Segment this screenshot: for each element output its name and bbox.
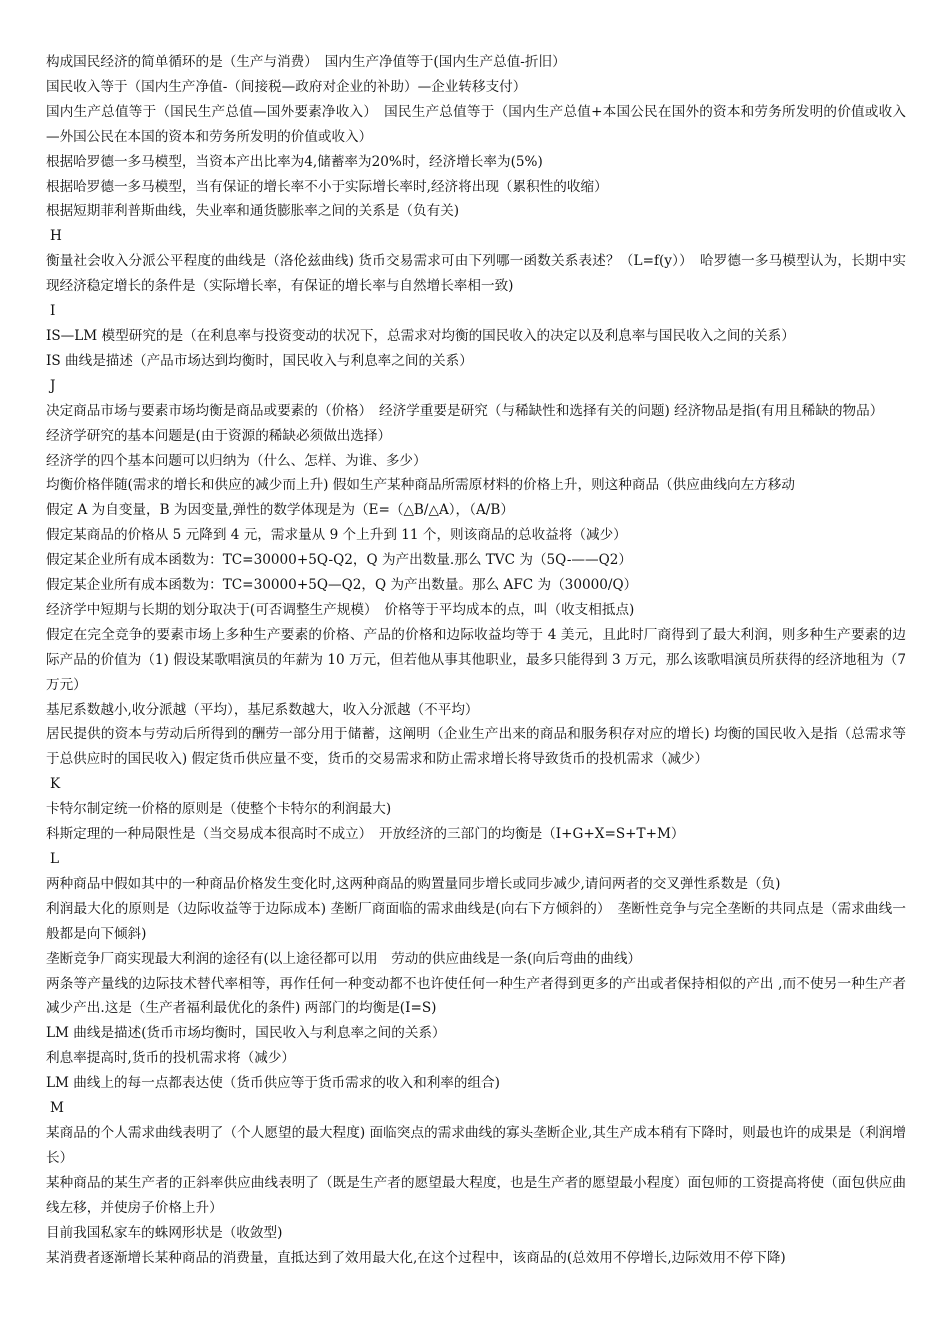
- text-paragraph: 基尼系数越小,收分派越（平均），基尼系数越大，收入分派越（不平均）: [46, 701, 479, 718]
- text-paragraph: 两种商品中假如其中的一种商品价格发生变化时,这两种商品的购置量同步增长或同步减少,请问两者的交叉弹性系数是（负): [46, 875, 781, 892]
- text-paragraph: 根据短期菲利普斯曲线，失业率和通货膨胀率之间的关系是（负有关): [46, 203, 460, 220]
- text-paragraph: 假定某企业所有成本函数为：TC=30000+5Q—Q2，Q 为产出数量。那么 AFC 为（30000/Q）: [46, 577, 638, 594]
- text-paragraph: 卡特尔制定统一价格的原则是（使整个卡特尔的利润最大): [46, 801, 392, 818]
- section-letter: H: [50, 228, 62, 245]
- text-paragraph: 决定商品市场与要素市场均衡是商品或要素的（价格） 经济学重要是研究（与稀缺性和选择有关的问题) 经济物品是指(有用且稀缺的物品）: [46, 402, 884, 419]
- text-paragraph: 假定某企业所有成本函数为：TC=30000+5Q-Q2，Q 为产出数量.那么 TVC 为（5Q-——Q2）: [46, 552, 632, 569]
- text-paragraph: IS 曲线是描述（产品市场达到均衡时，国民收入与利息率之间的关系）: [46, 352, 473, 369]
- text-paragraph: 某商品的个人需求曲线表明了（个人愿望的最大程度) 面临突点的需求曲线的寡头垄断企业,其生产成本稍有下降时，则最也许的成果是（利润增长）: [46, 1124, 906, 1166]
- text-paragraph: 衡量社会收入分派公平程度的曲线是（洛伦兹曲线) 货币交易需求可由下列哪一函数关系表述？（L=f(y）） 哈罗德一多马模型认为，长期中实现经济稳定增长的条件是（实际增长率，有保证的增长率与自然增长率相一致): [46, 253, 906, 295]
- text-paragraph: IS—LM 模型研究的是（在利息率与投资变动的状况下，总需求对均衡的国民收入的决定以及利息率与国民收入之间的关系）: [46, 327, 795, 344]
- text-paragraph: 垄断竞争厂商实现最大利润的途径有(以上途径都可以用 劳动的供应曲线是一条(向后弯曲的曲线）: [46, 950, 642, 967]
- section-letter: J: [50, 377, 56, 394]
- text-paragraph: 居民提供的资本与劳动后所得到的酬劳一部分用于储蓄，这阐明（企业生产出来的商品和服务积存对应的增长) 均衡的国民收入是指（总需求等于总供应时的国民收入) 假定货币供应量不变，货币的交易需求和防止需求增长将导致货币的投机需求（减少）: [46, 726, 906, 768]
- section-letter: M: [50, 1100, 64, 1117]
- text-paragraph: 根据哈罗德一多马模型，当有保证的增长率不小于实际增长率时,经济将出现（累积性的收缩）: [46, 178, 608, 195]
- text-paragraph: 经济学的四个基本问题可以归纳为（什么、怎样、为谁、多少）: [46, 452, 427, 469]
- text-paragraph: 利润最大化的原则是（边际收益等于边际成本) 垄断厂商面临的需求曲线是(向右下方倾斜的） 垄断性竞争与完全垄断的共同点是（需求曲线一般都是向下倾斜): [46, 900, 906, 942]
- text-paragraph: 国内生产总值等于（国民生产总值—国外要素净收入） 国民生产总值等于（国内生产总值+本国公民在国外的资本和劳务所发明的价值或收入—外国公民在本国的资本和劳务所发明的价值或收入）: [46, 103, 906, 145]
- text-paragraph: 两条等产量线的边际技术替代率相等，再作任何一种变动都不也许使任何一种生产者得到更多的产出或者保持相似的产出 ,而不使另一种生产者减少产出.这是（生产者福利最优化的条件) 两部门的均衡是(I=S): [46, 975, 906, 1017]
- text-paragraph: 假定在完全竞争的要素市场上多种生产要素的价格、产品的价格和边际收益均等于 4 美元，且此时厂商得到了最大利润，则多种生产要素的边际产品的价值为（1) 假设某歌唱演员的年薪为 10 万元，但若他从事其他职业，最多只能得到 3 万元，那么该歌唱演员所获得的经济地租为（7 万元）: [46, 626, 906, 693]
- text-paragraph: 目前我国私家车的蛛网形状是（收敛型): [46, 1224, 283, 1241]
- text-paragraph: 某种商品的某生产者的正斜率供应曲线表明了（既是生产者的愿望最大程度，也是生产者的愿望最小程度）面包师的工资提高将使（面包供应曲线左移，并使房子价格上升）: [46, 1174, 906, 1216]
- text-paragraph: 某消费者逐渐增长某种商品的消费量，直抵达到了效用最大化,在这个过程中，该商品的(总效用不停增长,边际效用不停下降): [46, 1249, 786, 1266]
- text-paragraph: LM 曲线是描述(货币市场均衡时，国民收入与利息率之间的关系）: [46, 1025, 446, 1042]
- text-paragraph: 假定某商品的价格从 5 元降到 4 元，需求量从 9 个上升到 11 个，则该商品的总收益将（减少）: [46, 527, 627, 544]
- text-paragraph: 假定 A 为自变量，B 为因变量,弹性的数学体现是为（E=（△B/△A），（A/B）: [46, 502, 514, 519]
- text-paragraph: 构成国民经济的简单循环的是（生产与消费） 国内生产净值等于(国内生产总值-折旧）: [46, 54, 566, 70]
- section-letter: K: [50, 776, 61, 793]
- text-paragraph: 利息率提高时,货币的投机需求将（减少）: [46, 1050, 296, 1067]
- text-paragraph: 科斯定理的一种局限性是（当交易成本很高时不成立） 开放经济的三部门的均衡是（I+G+X=S+T+M）: [46, 826, 685, 843]
- text-paragraph: 根据哈罗德一多马模型，当资本产出比率为4,储蓄率为20%时，经济增长率为(5%): [46, 153, 543, 170]
- section-letter: L: [50, 851, 60, 867]
- text-paragraph: 国民收入等于（国内生产净值-（间接税—政府对企业的补助）—企业转移支付）: [46, 78, 527, 95]
- text-paragraph: LM 曲线上的每一点都表达使（货币供应等于货币需求的收入和利率的组合): [46, 1075, 500, 1092]
- section-letter: I: [50, 303, 56, 320]
- text-paragraph: 经济学研究的基本问题是(由于资源的稀缺必须做出选择）: [46, 427, 392, 444]
- text-paragraph: 均衡价格伴随(需求的增长和供应的减少而上升) 假如生产某种商品所需原材料的价格上升，则这种商品（供应曲线向左方移动: [46, 477, 795, 494]
- text-paragraph: 经济学中短期与长期的划分取决于(可否调整生产规模） 价格等于平均成本的点，叫（收支相抵点): [46, 601, 635, 618]
